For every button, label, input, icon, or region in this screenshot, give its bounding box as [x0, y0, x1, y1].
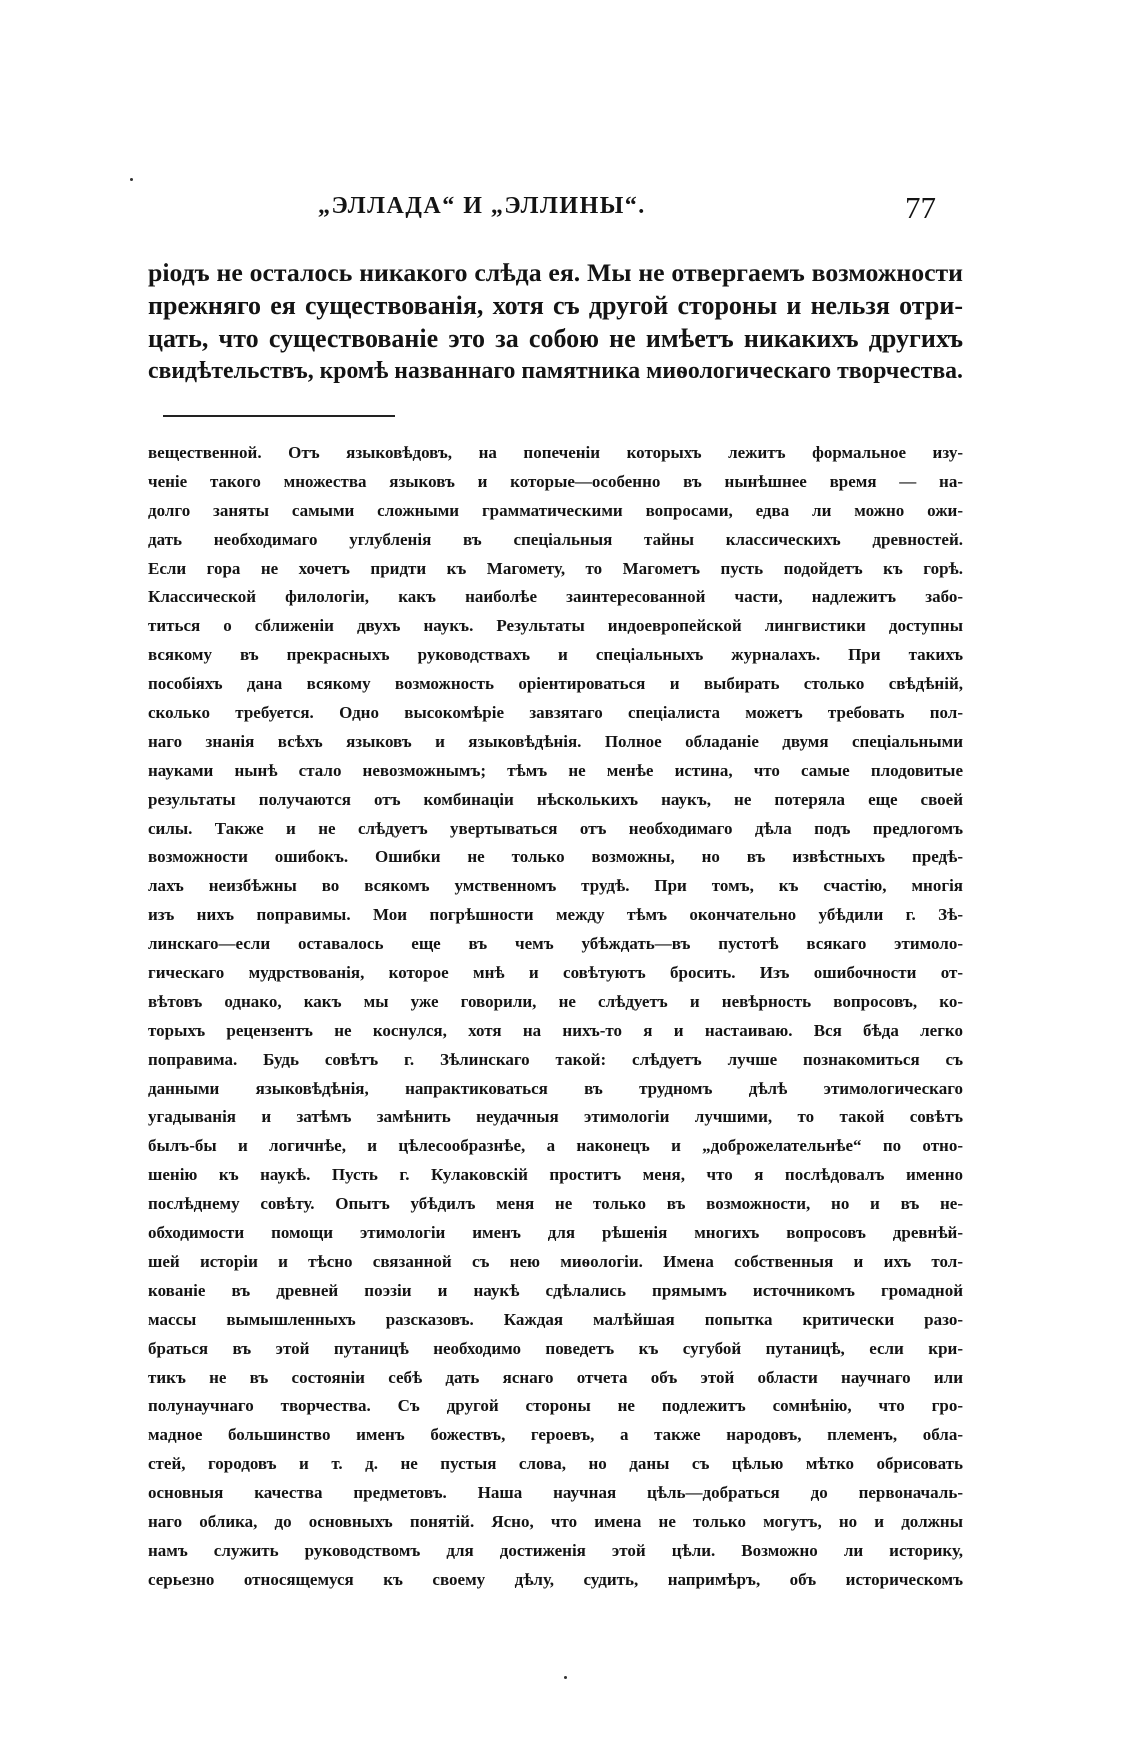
footnote-line: пособіяхъ дана всякому возможность оріентироваться и выбирать столько свѣдѣній,	[148, 674, 963, 694]
footnote-line: наго знанія всѣхъ языковъ и языковѣдѣнія. Полное обладаніе двумя спеціальными	[148, 731, 963, 751]
footnote-line: вещественной. Отъ языковѣдовъ, на попеченіи которыхъ лежитъ формальное изу-	[148, 443, 963, 462]
footnote-line: браться въ этой путаницѣ необходимо поведетъ къ сугубой путаницѣ, если кри-	[148, 1338, 963, 1358]
footnote-line: торыхъ рецензентъ не коснулся, хотя на нихъ-то я и настаиваю. Вся бѣда легко	[148, 1020, 963, 1040]
footnote-line: линскаго—если оставалось еще въ чемъ убѣждать—въ пустотѣ всякаго этимоло-	[148, 934, 963, 954]
footnote-line: основныя качества предметовъ. Наша научная цѣль—добраться до первоначаль-	[148, 1483, 963, 1503]
main-text-line: прежняго ея существованія, хотя съ другой стороны и нельзя отри-	[148, 291, 963, 320]
footnote-line: наго облика, до основныхъ понятій. Ясно, что имена не только могутъ, но и должны	[148, 1511, 963, 1531]
footnote-line: шей исторіи и тѣсно связанной съ нею миѳологіи. Имена собственныя и ихъ тол-	[148, 1251, 963, 1271]
footnote-line: Если гора не хочетъ придти къ Магомету, то Магометъ пусть подойдетъ къ горѣ.	[148, 558, 963, 578]
footnote-line: шенію къ наукѣ. Пусть г. Кулаковскій проститъ меня, что я послѣдовалъ именно	[148, 1165, 963, 1185]
footnote-line: титься о сближеніи двухъ наукъ. Результаты индоевропейской лингвистики доступны	[148, 616, 963, 636]
footnote-line: возможности ошибокъ. Ошибки не только возможны, но въ извѣстныхъ предѣ-	[148, 847, 963, 867]
footnote-line: гическаго мудрствованія, которое мнѣ и совѣтуютъ бросить. Изъ ошибочности от-	[148, 963, 963, 983]
main-text-line: цать, что существованіе это за собою не имѣетъ никакихъ другихъ	[148, 324, 963, 353]
footnote-line: массы вымышленныхъ разсказовъ. Каждая малѣйшая попытка критически разо-	[148, 1309, 963, 1329]
footnote-line: ченіе такого множества языковъ и которые—особенно въ нынѣшнее время — на-	[148, 471, 963, 491]
footnote-separator	[163, 415, 395, 417]
main-text-line: свидѣтельствъ, кромѣ названнаго памятника миѳологическаго творчества.	[148, 358, 963, 384]
footnote-line: кованіе въ древней поэзіи и наукѣ сдѣлались прямымъ источникомъ громадной	[148, 1280, 963, 1300]
footnote-line: силы. Также и не слѣдуетъ увертываться отъ необходимаго дѣла подъ предлогомъ	[148, 818, 963, 838]
footnote-line: науками нынѣ стало невозможнымъ; тѣмъ не менѣе истина, что самые плодовитые	[148, 760, 963, 780]
footnote-line: намъ служить руководствомъ для достиженія этой цѣли. Возможно ли историку,	[148, 1540, 963, 1560]
footnote-line: стей, городовъ и т. д. не пустыя слова, но даны съ цѣлью мѣтко обрисовать	[148, 1454, 963, 1474]
footnote-line: угадыванія и затѣмъ замѣнить неудачныя этимологіи лучшими, то такой совѣтъ	[148, 1107, 963, 1127]
footnote-line: послѣднему совѣту. Опытъ убѣдилъ меня не только въ возможности, но и въ не-	[148, 1194, 963, 1214]
footnote-line: серьезно относящемуся къ своему дѣлу, судить, напримѣръ, объ историческомъ	[148, 1569, 963, 1589]
running-title: „ЭЛЛАДА“ И „ЭЛЛИНЫ“.	[318, 193, 646, 219]
footnote-line: поправима. Будь совѣтъ г. Зѣлинскаго такой: слѣдуетъ лучше познакомиться съ	[148, 1049, 963, 1069]
footnote-line: Классической филологіи, какъ наиболѣе заинтересованной части, надлежитъ забо-	[148, 587, 963, 607]
footnote-line: вѣтовъ однако, какъ мы уже говорили, не слѣдуетъ и невѣрность вопросовъ, ко-	[148, 991, 963, 1011]
footnote-line: всякому въ прекрасныхъ руководствахъ и спеціальныхъ журналахъ. При такихъ	[148, 645, 963, 665]
main-text-block	[148, 256, 963, 388]
footnote-line: былъ-бы и логичнѣе, и цѣлесообразнѣе, а наконецъ и „доброжелательнѣе“ по отно-	[148, 1136, 963, 1156]
footnote-line: тикъ не въ состояніи себѣ дать яснаго отчета объ этой области научнаго или	[148, 1367, 963, 1387]
footnote-line: сколько требуется. Одно высокомѣріе завзятаго спеціалиста можетъ требовать пол-	[148, 703, 963, 723]
footnote-line: результаты получаются отъ комбинаціи нѣсколькихъ наукъ, не потеряла еще своей	[148, 789, 963, 809]
page-number: 77	[905, 190, 936, 225]
footnote-line: лахъ неизбѣжны во всякомъ умственномъ трудѣ. При томъ, къ счастію, многія	[148, 876, 963, 896]
footnote-line: дать необходимаго углубленія въ спеціальныя тайны классическихъ древностей.	[148, 529, 963, 549]
scan-speck	[564, 1676, 567, 1679]
footnote-line: данными языковѣдѣнія, напрактиковаться въ трудномъ дѣлѣ этимологическаго	[148, 1078, 963, 1098]
footnote-line: обходимости помощи этимологіи именъ для рѣшенія многихъ вопросовъ древнѣй-	[148, 1223, 963, 1243]
scan-speck	[130, 178, 133, 181]
footnote-block	[148, 439, 963, 1595]
footnote-line: полунаучнаго творчества. Съ другой стороны не подлежитъ сомнѣнію, что гро-	[148, 1396, 963, 1416]
footnote-line: мадное большинство именъ божествъ, героевъ, а также народовъ, племенъ, обла-	[148, 1425, 963, 1445]
footnote-line: изъ нихъ поправимы. Мои погрѣшности между тѣмъ окончательно убѣдили г. Зѣ-	[148, 905, 963, 925]
main-text-line: ріодъ не осталось никакого слѣда ея. Мы не отвергаемъ возможности	[148, 258, 963, 287]
footnote-line: долго заняты самыми сложными грамматическими вопросами, едва ли можно ожи-	[148, 500, 963, 520]
